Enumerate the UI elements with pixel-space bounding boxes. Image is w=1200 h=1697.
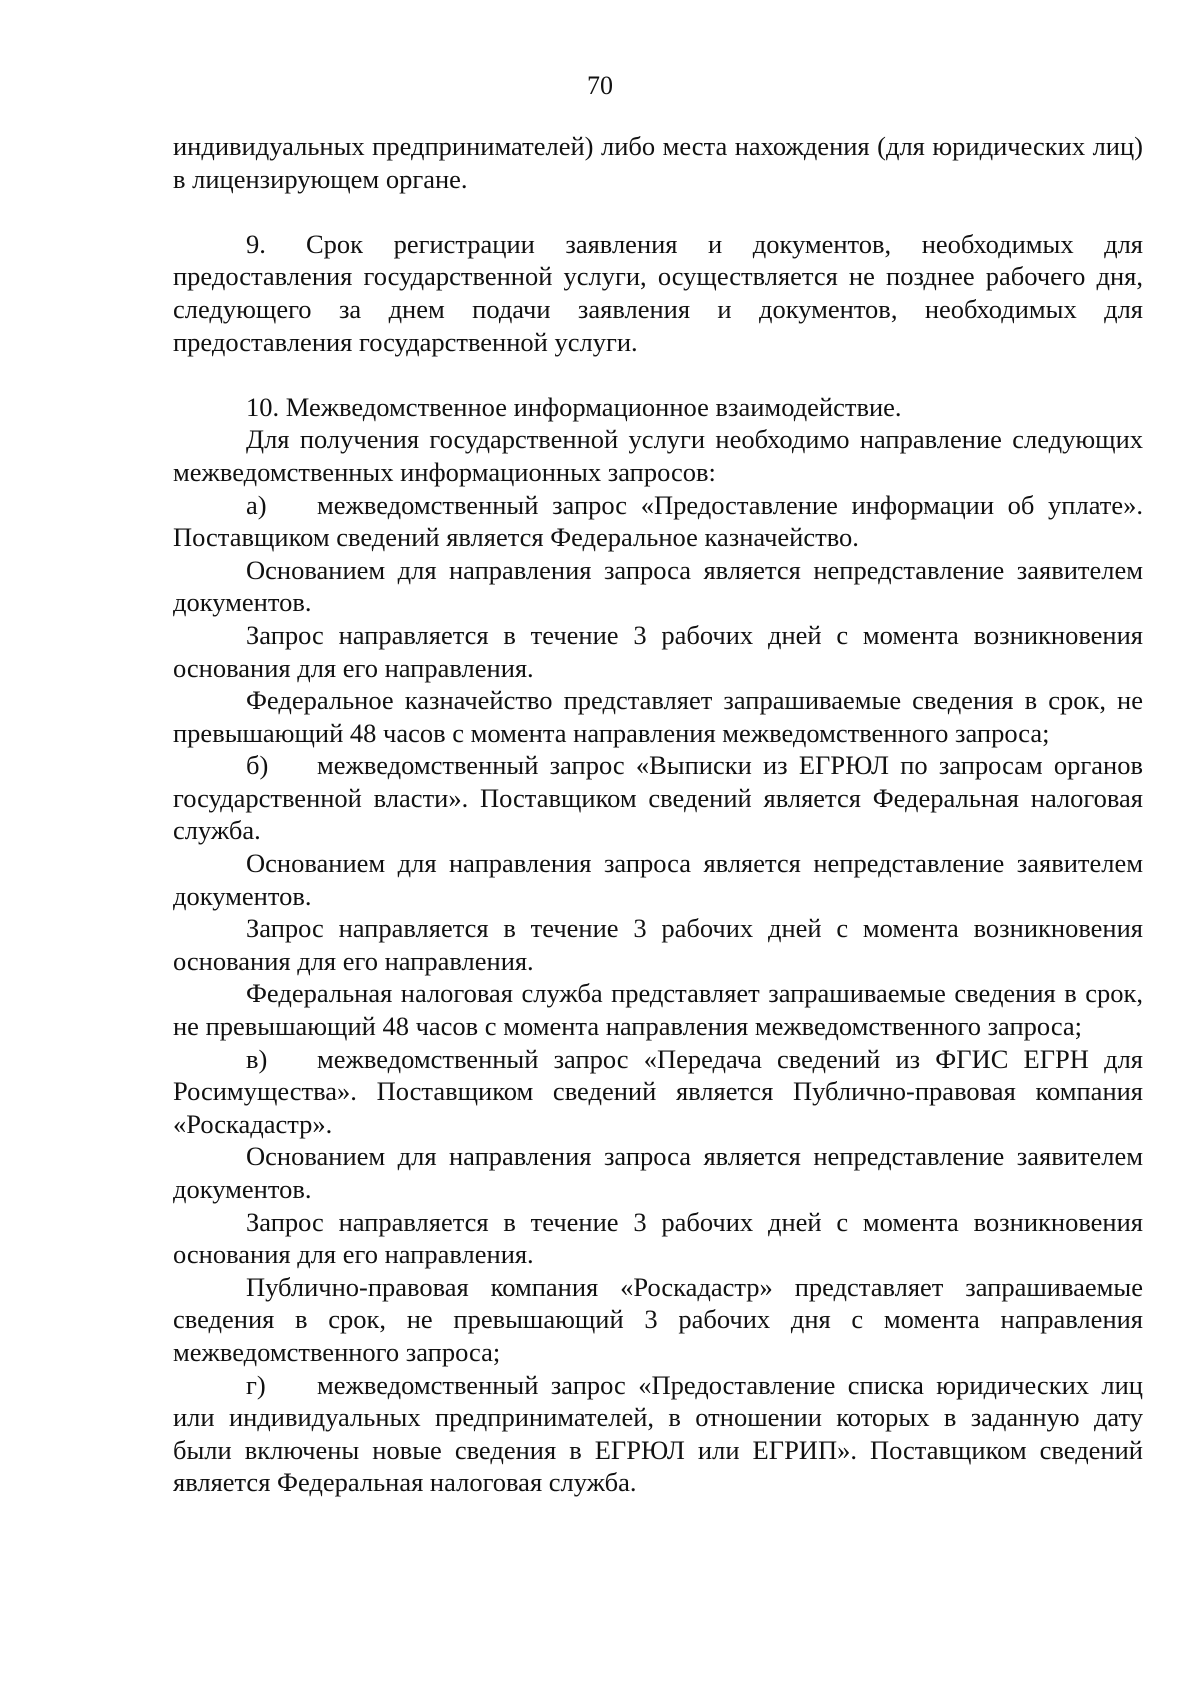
section-10-heading: 10. Межведомственное информационное взаимодействие. (246, 391, 902, 422)
item-b-text: межведомственный запрос «Выписки из ЕГРЮЛ по запросам органов государственной власти». Поставщиком сведений является Федеральная налоговая служба. (173, 750, 1143, 846)
item-v-response: Публично-правовая компания «Роскадастр» представляет запрашиваемые сведения в срок, не превышающий 3 рабочих дня с момента направления межведомственного запроса; (173, 1271, 1143, 1367)
item-b-response: Федеральная налоговая служба представляет запрашиваемые сведения в срок, не превышающий 48 часов с момента направления межведомственного запроса; (173, 978, 1143, 1042)
section-9-text: Срок регистрации заявления и документов, необходимых для предоставления государственной услуги, осуществляется не позднее рабочего дня, следующего за днем подачи заявления и документов, необходимых для предоставления государственной услуги. (173, 228, 1143, 357)
item-a-marker: а) (246, 489, 267, 520)
item-a-basis: Основанием для направления запроса является непредставление заявителем документов. (173, 554, 1143, 618)
item-b-marker: б) (246, 750, 269, 781)
item-v-text: межведомственный запрос «Передача сведений из ФГИС ЕГРН для Росимущества». Поставщиком сведений является Публично-правовая компания «Роскадастр». (173, 1043, 1143, 1139)
continued-paragraph: индивидуальных предпринимателей) либо места нахождения (для юридических лиц) в лицензирующем органе. (173, 131, 1143, 194)
document-body (173, 130, 1143, 1499)
item-a-timing: Запрос направляется в течение 3 рабочих дней с момента возникновения основания для его направления. (173, 619, 1143, 683)
item-a-paragraph (173, 489, 1143, 554)
section-9-paragraph (173, 228, 1143, 358)
item-b-basis: Основанием для направления запроса является непредставление заявителем документов. (173, 848, 1143, 911)
item-b-paragraph (173, 749, 1143, 847)
item-a-response: Федеральное казначейство представляет запрашиваемые сведения в срок, не превышающий 48 часов с момента направления межведомственного запроса; (173, 685, 1143, 748)
section-9-number: 9. (246, 228, 266, 259)
item-v-basis: Основанием для направления запроса является непредставление заявителем документов. (173, 1141, 1143, 1204)
item-b-timing: Запрос направляется в течение 3 рабочих дней с момента возникновения основания для его направления. (173, 913, 1143, 976)
item-a-text: межведомственный запрос «Предоставление информации об уплате». Поставщиком сведений является Федеральное казначейство. (173, 489, 1143, 553)
item-v-marker: в) (246, 1043, 268, 1074)
page-number: 70 (587, 71, 613, 100)
item-v-paragraph (173, 1043, 1143, 1141)
item-g-paragraph (173, 1369, 1143, 1499)
item-v-timing: Запрос направляется в течение 3 рабочих дней с момента возникновения основания для его направления. (173, 1206, 1143, 1270)
item-g-marker: г) (246, 1369, 266, 1400)
section-10-intro: Для получения государственной услуги необходимо направление следующих межведомственных информационных запросов: (173, 424, 1143, 487)
item-g-text: межведомственный запрос «Предоставление списка юридических лиц или индивидуальных предпринимателей, в отношении которых в заданную дату были включены новые сведения в ЕГРЮЛ или ЕГРИП». Поставщиком сведений является Федеральная налоговая служба. (173, 1369, 1143, 1498)
